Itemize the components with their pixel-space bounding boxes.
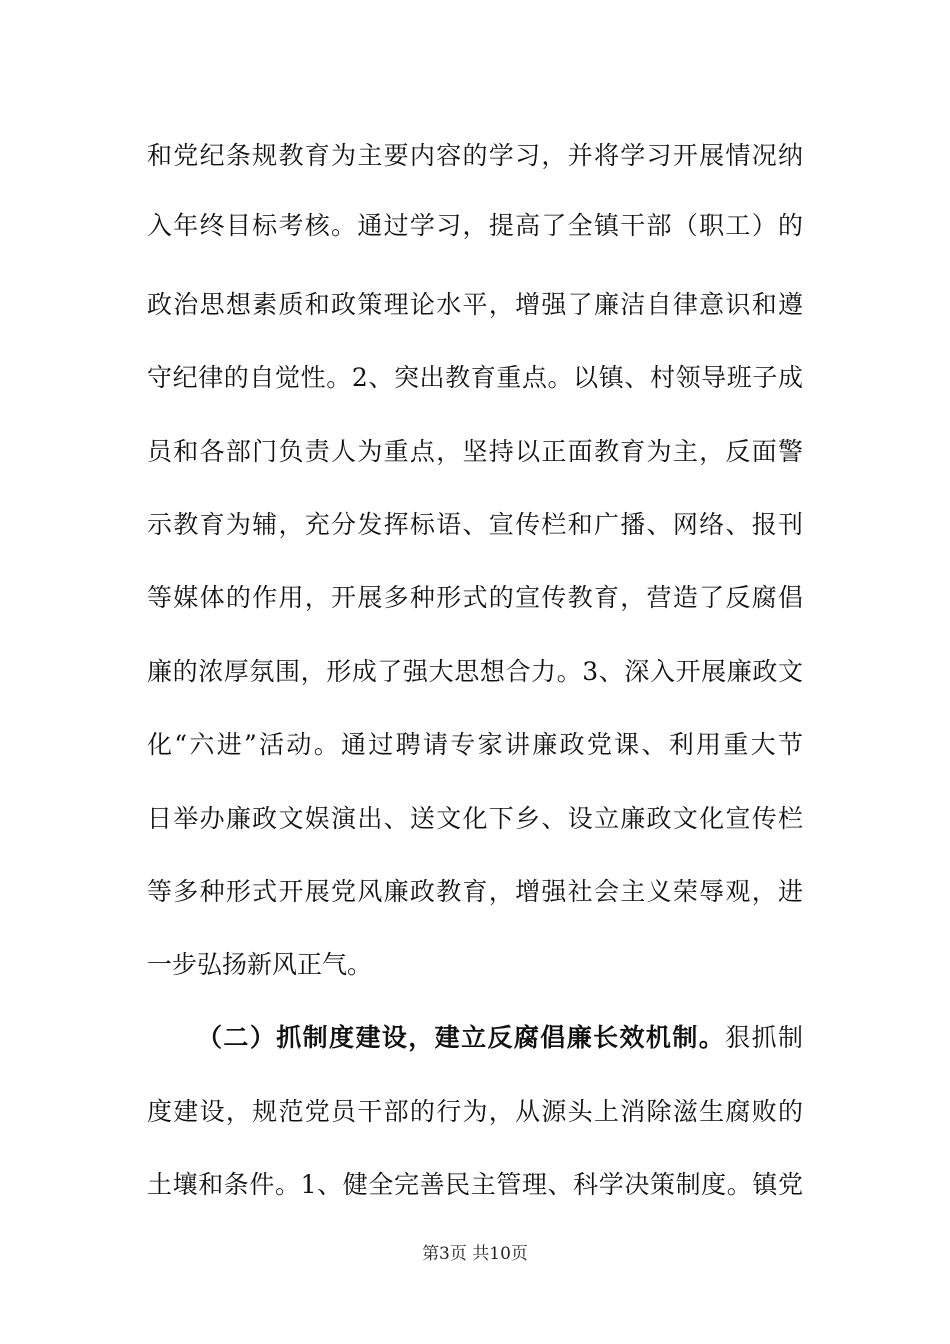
text-line: 入年终目标考核。通过学习，提高了全镇干部（职工）的 (147, 211, 803, 240)
section-heading-continuation: 狠抓制 (725, 1023, 803, 1052)
text-line: 政治思想素质和政策理论水平，增强了廉洁自律意识和遵 (147, 290, 803, 319)
text-line: 等媒体的作用，开展多种形式的宣传教育，营造了反腐倡 (147, 583, 803, 612)
text-line: 员和各部门负责人为重点，坚持以正面教育为主，反面警 (147, 437, 803, 466)
text-line: 土壤和条件。1、健全完善民主管理、科学决策制度。镇党 (147, 1170, 803, 1199)
text-line: 化“六进”活动。通过聘请专家讲廉政党课、利用重大节 (147, 730, 803, 759)
text-line: 度建设，规范党员干部的行为，从源头上消除滋生腐败的 (147, 1097, 803, 1126)
text-line: 廉的浓厚氛围，形成了强大思想合力。3、深入开展廉政文 (147, 657, 803, 686)
text-line: 等多种形式开展党风廉政教育，增强社会主义荣辱观，进 (147, 877, 803, 906)
text-line: 日举办廉政文娱演出、送文化下乡、设立廉政文化宣传栏 (147, 804, 803, 833)
section-heading: （二）抓制度建设，建立反腐倡廉长效机制。 (197, 1023, 726, 1052)
text-line: 和党纪条规教育为主要内容的学习，并将学习开展情况纳 (147, 141, 803, 170)
section-heading-line (197, 1018, 803, 1058)
text-line: 守纪律的自觉性。2、突出教育重点。以镇、村领导班子成 (147, 363, 803, 392)
page-number-footer: 第3页 共10页 (422, 1244, 528, 1264)
text-line: 一步弘扬新风正气。 (147, 950, 373, 979)
text-line: 示教育为辅，充分发挥标语、宣传栏和广播、网络、报刊 (147, 510, 803, 539)
